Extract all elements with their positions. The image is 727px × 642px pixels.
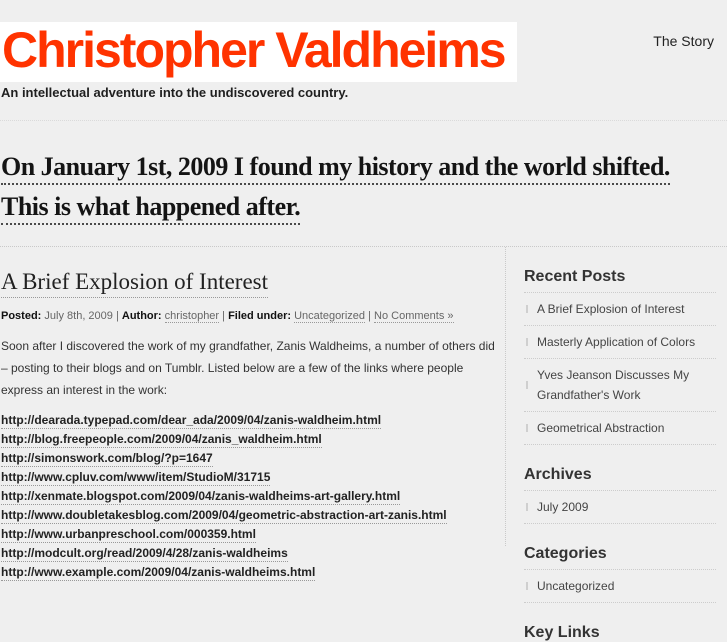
list-item-marker xyxy=(526,305,528,313)
post-intro: Soon after I discovered the work of my grandfather, Zanis Waldheims, a number of others did – posting to their blogs and on Tumblr. Listed below are a few of the links where people express an interest in the work: xyxy=(1,339,495,397)
list-item[interactable] xyxy=(524,293,716,326)
post-link[interactable]: http://www.urbanpreschool.com/000359.html xyxy=(1,527,256,541)
list-item-marker xyxy=(526,381,528,389)
comments-link[interactable]: No Comments » xyxy=(374,310,454,322)
list-item-marker xyxy=(526,582,528,590)
post-meta xyxy=(1,310,493,322)
category-sidebar-link[interactable]: Uncategorized xyxy=(537,579,615,593)
meta-separator: | xyxy=(368,310,371,322)
recent-posts-heading: Recent Posts xyxy=(524,268,626,285)
content-area xyxy=(0,246,727,641)
categories-list xyxy=(524,569,716,603)
key-links-heading: Key Links xyxy=(524,624,600,641)
header-divider xyxy=(0,120,727,121)
hero-heading-line1[interactable]: On January 1st, 2009 I found my history and the world shifted. xyxy=(1,152,670,185)
posted-value: July 8th, 2009 xyxy=(44,310,113,322)
post-link[interactable]: http://www.cpluv.com/www/item/StudioM/31715 xyxy=(1,470,271,484)
post-link[interactable]: http://www.doubletakesblog.com/2009/04/geometric-abstraction-art-zanis.html xyxy=(1,508,447,522)
post-link[interactable]: http://modcult.org/read/2009/4/28/zanis-waldheims xyxy=(1,546,288,560)
author-link[interactable]: christopher xyxy=(164,310,220,322)
site-tagline: An intellectual adventure into the undiscovered country. xyxy=(1,85,349,100)
hero-heading-line2[interactable]: This is what happened after. xyxy=(1,192,300,225)
author-label: Author: xyxy=(121,310,162,322)
nav-the-story[interactable]: The Story xyxy=(653,33,714,49)
archive-link[interactable]: July 2009 xyxy=(537,500,589,514)
recent-post-link[interactable]: Geometrical Abstraction xyxy=(537,421,665,435)
list-item-marker xyxy=(526,424,528,432)
list-item[interactable] xyxy=(524,570,716,603)
post-title[interactable]: A Brief Explosion of Interest xyxy=(1,269,493,295)
archives-list xyxy=(524,490,716,524)
list-item-marker xyxy=(526,338,528,346)
site-header xyxy=(0,0,727,121)
list-item[interactable] xyxy=(524,326,716,359)
recent-post-link[interactable]: Masterly Application of Colors xyxy=(537,335,696,349)
filed-under-label: Filed under: xyxy=(228,310,292,322)
post-link[interactable]: http://xenmate.blogspot.com/2009/04/zanis-waldheims-art-gallery.html xyxy=(1,489,401,503)
post-link[interactable]: http://dearada.typepad.com/dear_ada/2009/04/zanis-waldheim.html xyxy=(1,413,382,427)
post-link-partial[interactable]: http://www.example.com/2009/04/zanis-waldheims.html xyxy=(1,565,316,579)
meta-separator: | xyxy=(222,310,226,322)
hero-heading xyxy=(1,147,727,227)
post-link[interactable]: http://blog.freepeople.com/2009/04/zanis_waldheim.html xyxy=(1,432,322,446)
category-link[interactable]: Uncategorized xyxy=(294,310,366,322)
site-title[interactable]: Christopher Valdheims xyxy=(0,22,517,82)
recent-post-link[interactable]: Yves Jeanson Discusses My Grandfather's Work xyxy=(537,368,690,402)
main-column xyxy=(0,247,506,579)
categories-heading: Categories xyxy=(524,545,607,562)
list-item[interactable] xyxy=(524,359,716,412)
list-item[interactable] xyxy=(524,412,716,445)
post-link[interactable]: http://simonswork.com/blog/?p=1647 xyxy=(1,451,213,465)
meta-separator: | xyxy=(115,310,119,322)
post-link-list xyxy=(1,413,493,581)
posted-label: Posted: xyxy=(1,310,42,322)
archives-heading: Archives xyxy=(524,466,592,483)
recent-posts-list xyxy=(524,292,716,445)
list-item-marker xyxy=(526,503,528,511)
recent-post-link[interactable]: A Brief Explosion of Interest xyxy=(537,302,685,316)
sidebar xyxy=(524,247,716,642)
list-item[interactable] xyxy=(524,491,716,524)
